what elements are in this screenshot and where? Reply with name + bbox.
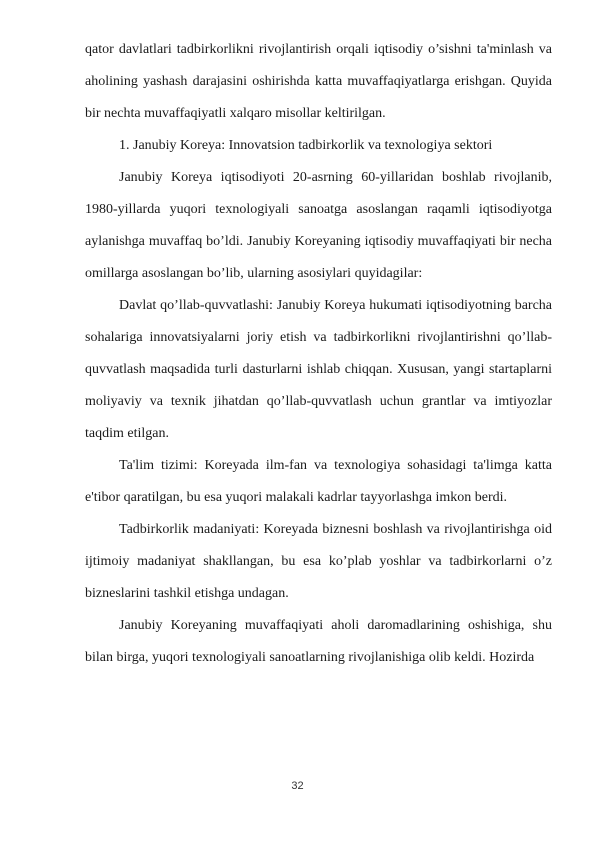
paragraph-government-support: Davlat qo’llab-quvvatlashi: Janubiy Koreya hukumati iqtisodiyotning barcha sohalariga innovatsiyalarni joriy etish va tadbirkorlikni rivojlantirishni qo’llab-quvvatlash maqsadida turli dasturlarni ishlab chiqqan. Xususan, yangi startaplarni moliyaviy va texnik jihatdan qo’llab-quvvatlash uchun grantlar va imtiyozlar taqdim etilgan. [85, 298, 552, 441]
page-number: 32 [291, 780, 304, 792]
section-heading-south-korea: 1. Janubiy Koreya: Innovatsion tadbirkorlik va texnologiya sektori [119, 138, 493, 153]
paragraph-economy-overview: Janubiy Koreya iqtisodiyoti 20-asrning 60-yillaridan boshlab rivojlanib, 1980-yillarda yuqori texnologiyali sanoatga asoslangan raqamli iqtisodiyotga aylanishga muvaffaq bo’ldi. Janubiy Koreyaning iqtisodiy muvaffaqiyati bir necha omillarga asoslangan bo’lib, ularning asosiylari quyidagilar: [85, 170, 552, 281]
paragraph-success-results: Janubiy Koreyaning muvaffaqiyati aholi daromadlarining oshishiga, shu bilan birga, yuqori texnologiyali sanoatlarning rivojlanishiga olib keldi. Hozirda [85, 618, 552, 665]
paragraph-continuation: qator davlatlari tadbirkorlikni rivojlantirish orqali iqtisodiy o’sishni ta'minlash va aholining yashash darajasini oshirishda katta muvaffaqiyatlarga erishgan. Quyida bir nechta muvaffaqiyatli xalqaro misollar keltirilgan. [85, 42, 552, 121]
page-body [85, 34, 552, 674]
paragraph-education-system: Ta'lim tizimi: Koreyada ilm-fan va texnologiya sohasidagi ta'limga katta e'tibor qaratilgan, bu esa yuqori malakali kadrlar tayyorlashga imkon berdi. [85, 458, 552, 505]
paragraph-entrepreneurship-culture: Tadbirkorlik madaniyati: Koreyada biznesni boshlash va rivojlantirishga oid ijtimoiy madaniyat shakllangan, bu esa ko’plab yoshlar va tadbirkorlarni o’z bizneslarini tashkil etishga undagan. [85, 522, 552, 601]
